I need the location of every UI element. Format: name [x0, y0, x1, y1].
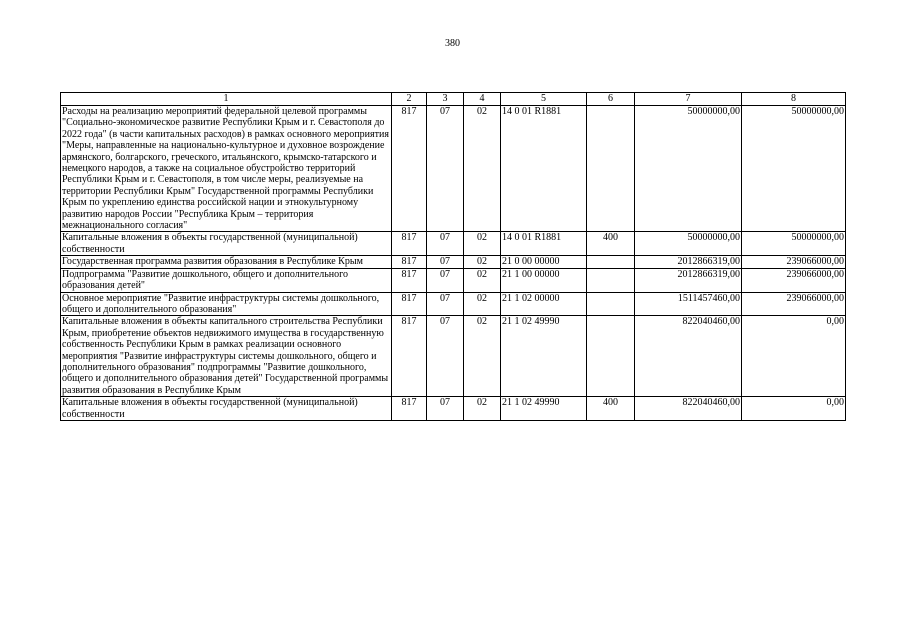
table-row	[61, 292, 846, 316]
cell-col7: 50000000,00	[635, 232, 742, 256]
table-row	[61, 268, 846, 292]
table-row	[61, 256, 846, 268]
cell-col2: 817	[392, 292, 427, 316]
cell-col4: 02	[464, 397, 501, 421]
cell-col7: 2012866319,00	[635, 268, 742, 292]
budget-table	[60, 92, 846, 421]
table-row	[61, 232, 846, 256]
cell-col8: 50000000,00	[742, 232, 846, 256]
cell-col5: 21 1 02 49990	[501, 397, 587, 421]
cell-col5: 21 1 00 00000	[501, 268, 587, 292]
column-header: 3	[427, 93, 464, 106]
table-row	[61, 397, 846, 421]
cell-col4: 02	[464, 256, 501, 268]
cell-col3: 07	[427, 256, 464, 268]
cell-col2: 817	[392, 397, 427, 421]
cell-col2: 817	[392, 316, 427, 397]
cell-col6	[587, 106, 635, 232]
cell-col7: 1511457460,00	[635, 292, 742, 316]
cell-col2: 817	[392, 256, 427, 268]
cell-col8: 239066000,00	[742, 256, 846, 268]
column-header: 2	[392, 93, 427, 106]
header-row	[61, 93, 846, 106]
cell-col4: 02	[464, 232, 501, 256]
cell-col6	[587, 292, 635, 316]
cell-col6	[587, 316, 635, 397]
column-header: 7	[635, 93, 742, 106]
column-header: 4	[464, 93, 501, 106]
table-row	[61, 316, 846, 397]
cell-col8: 239066000,00	[742, 268, 846, 292]
cell-col3: 07	[427, 268, 464, 292]
column-header: 1	[61, 93, 392, 106]
row-name: Основное мероприятие "Развитие инфраструктуры системы дошкольного, общего и дополнительного образования"	[61, 292, 392, 316]
cell-col2: 817	[392, 232, 427, 256]
cell-col5: 14 0 01 R1881	[501, 232, 587, 256]
cell-col8: 50000000,00	[742, 106, 846, 232]
cell-col6: 400	[587, 397, 635, 421]
table-row	[61, 106, 846, 232]
cell-col8: 0,00	[742, 397, 846, 421]
cell-col5: 14 0 01 R1881	[501, 106, 587, 232]
cell-col7: 2012866319,00	[635, 256, 742, 268]
cell-col3: 07	[427, 397, 464, 421]
cell-col3: 07	[427, 292, 464, 316]
cell-col5: 21 1 02 49990	[501, 316, 587, 397]
row-name: Государственная программа развития образования в Республике Крым	[61, 256, 392, 268]
row-name: Расходы на реализацию мероприятий федеральной целевой программы "Социально-экономическое развитие Республики Крым и г. Севастополя до 2022 года" (в части капитальных расходов) в рамках основного мероприятия "Меры, направленные на национально-культурное и духовное возрождение армянского, болгарского, греческого, итальянского, крымско-татарского и немецкого народов, а также на социальное обустройство территорий Республики Крым и г. Севастополя, в том числе меры, реализуемые на территории Республики Крым" Государственной программы Республики Крым по укреплению единства российской нации и этнокультурному развитию народов России "Республика Крым – территория межнационального согласия"	[61, 106, 392, 232]
cell-col6	[587, 256, 635, 268]
cell-col8: 239066000,00	[742, 292, 846, 316]
cell-col2: 817	[392, 268, 427, 292]
cell-col6	[587, 268, 635, 292]
cell-col7: 822040460,00	[635, 316, 742, 397]
column-header: 8	[742, 93, 846, 106]
cell-col3: 07	[427, 106, 464, 232]
cell-col7: 822040460,00	[635, 397, 742, 421]
cell-col4: 02	[464, 268, 501, 292]
row-name: Подпрограмма "Развитие дошкольного, общего и дополнительного образования детей"	[61, 268, 392, 292]
row-name: Капитальные вложения в объекты государственной (муниципальной) собственности	[61, 232, 392, 256]
cell-col6: 400	[587, 232, 635, 256]
cell-col4: 02	[464, 106, 501, 232]
column-header: 5	[501, 93, 587, 106]
cell-col4: 02	[464, 316, 501, 397]
cell-col5: 21 1 02 00000	[501, 292, 587, 316]
page-number: 380	[445, 38, 460, 49]
cell-col5: 21 0 00 00000	[501, 256, 587, 268]
column-header: 6	[587, 93, 635, 106]
row-name: Капитальные вложения в объекты капитального строительства Республики Крым, приобретение объектов недвижимого имущества в государственную собственность Республики Крым в рамках реализации основного мероприятия "Развитие инфраструктуры системы дошкольного, общего и дополнительного образования" подпрограммы "Развитие дошкольного, общего и дополнительного образования детей" Государственной программы развития образования в Республике Крым	[61, 316, 392, 397]
cell-col2: 817	[392, 106, 427, 232]
cell-col3: 07	[427, 316, 464, 397]
row-name: Капитальные вложения в объекты государственной (муниципальной) собственности	[61, 397, 392, 421]
cell-col4: 02	[464, 292, 501, 316]
cell-col8: 0,00	[742, 316, 846, 397]
cell-col3: 07	[427, 232, 464, 256]
cell-col7: 50000000,00	[635, 106, 742, 232]
